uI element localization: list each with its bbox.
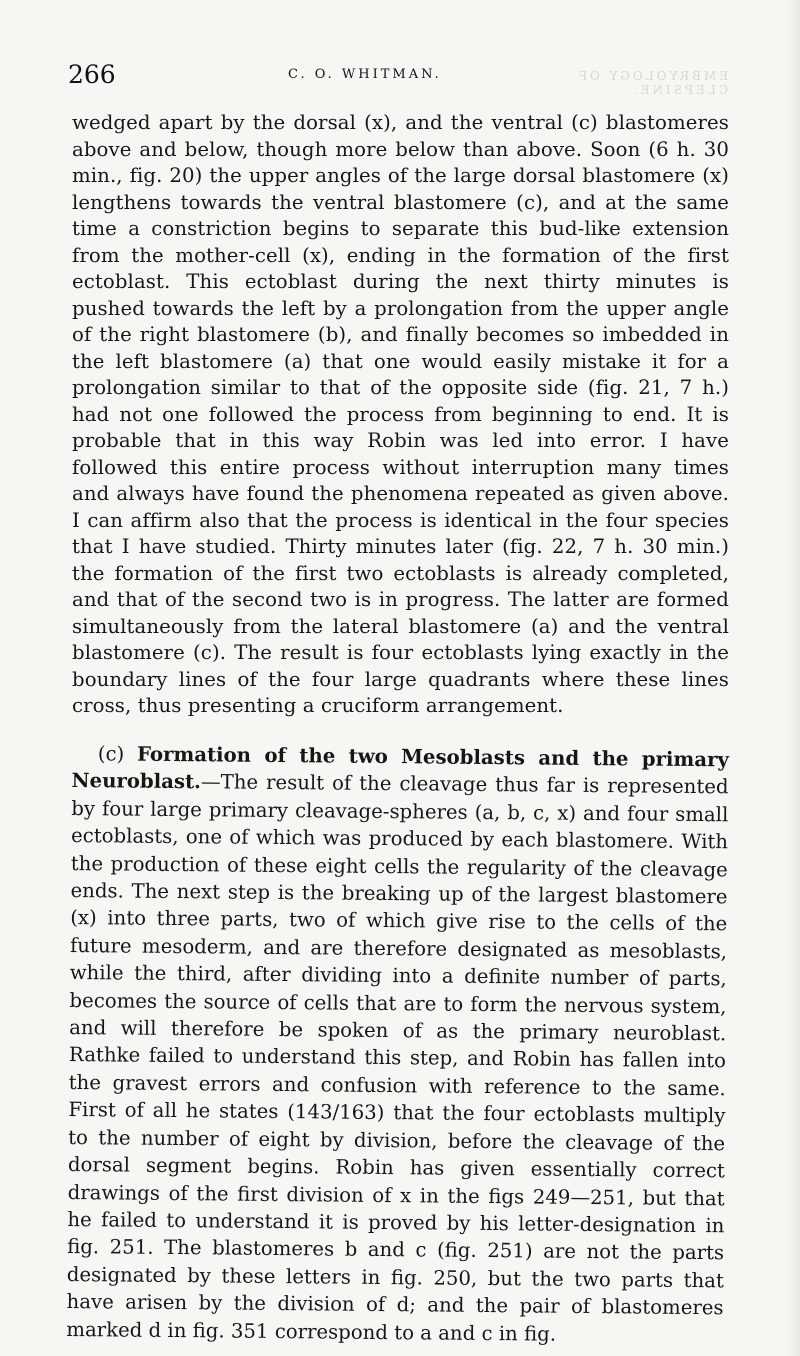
running-head: C. O. WHITMAN. bbox=[288, 67, 442, 82]
paragraph-continuation: wedged apart by the dorsal (x), and the ventral (c) blastomeres above and below, though more below than above. Soon (6 h. 30 min., fig. 20) the upper angles of the large dorsal blastomere (x) lengthens towards the ventral blastomere (c), and at the same time a constriction begins to separate this bud-like extension from the mother-cell (x), ending in the formation of the first ectoblast. This ectoblast during the next thirty minutes is pushed towards the left by a prolongation from the upper angle of the right blastomere (b), and finally becomes so imbedded in the left blastomere (a) that one would easily mistake it for a prolongation similar to that of the opposite side (fig. 21, 7 h.) had not one followed the process from beginning to end. It is probable that in this way Robin was led into error. I have followed this entire process without interruption many times and always have found the phenomena repeated as given above. I can affirm also that the process is identical in the four species that I have studied. Thirty minutes later (fig. 22, 7 h. 30 min.) the formation of the first two ectoblasts is already completed, and that of the second two is in progress. The latter are formed simultaneously from the lateral blastomere (a) and the ventral blastomere (c). The result is four ectoblasts lying exactly in the boundary lines of the four large quadrants where these lines cross, thus presenting a cruciform arrangement. bbox=[72, 111, 729, 717]
section-label: (c) bbox=[97, 741, 125, 766]
section-body: —The result of the cleavage thus far is represented by four large primary cleavage-spheres (a, b, c, x) and four small ectoblasts, one of which was produced by each blastomere. With the production of these eight cells the regularity of the cleavage ends. The next step is the breaking up of the largest blastomere (x) into three parts, two of which give rise to the cells of the future mesoderm, and are therefore designated as mesoblasts, while the third, after dividing into a definite number of parts, becomes the source of cells that are to form the nervous system, and will therefore be spoken of as the primary neuroblast. Rathke failed to understand this step, and Robin has fallen into the gravest errors and confusion with reference to the same. First of all he states (143/163) that the four ectoblasts multiply to the number of eight by division, before the cleavage of the dorsal segment begins. Robin has given essentially correct drawings of the first division of x in the figs 249—251, but that he failed to understand it is proved by his letter-designation in fig. 251. The blastomeres b and c (fig. 251) are not the parts designated by these letters in fig. 250, but the two parts that have arisen by the division of d; and the pair of blastomeres marked d in fig. 351 correspond to a and c in fig. bbox=[66, 770, 729, 1345]
body-text bbox=[66, 110, 729, 1345]
paragraph-section-c bbox=[66, 740, 729, 1349]
section-heading: Formation of the two Mesoblasts and the primary Neuroblast. bbox=[71, 742, 729, 794]
page-number: 266 bbox=[68, 60, 116, 89]
page-header bbox=[68, 60, 728, 97]
show-through-running-head: EMBRYOLOGY OF CLEPSINE. bbox=[575, 69, 728, 97]
